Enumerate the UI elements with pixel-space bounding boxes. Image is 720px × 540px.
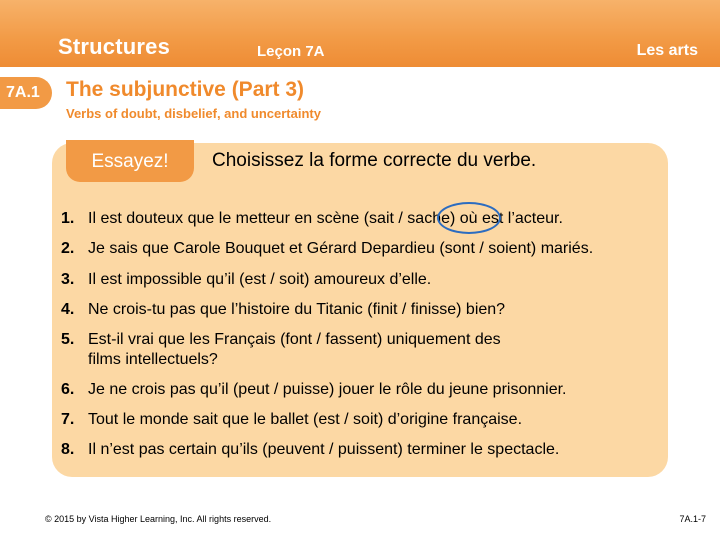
- item-number: 7.: [61, 411, 75, 428]
- topic-label: Les arts: [636, 42, 698, 59]
- section-number: 7A.1: [6, 84, 40, 101]
- item-text: Je sais que Carole Bouquet et Gérard Depardieu (sont / soient) mariés.: [88, 240, 594, 257]
- exercise-item: [61, 330, 666, 370]
- exercise-item: [61, 300, 666, 320]
- item-number: 2.: [61, 240, 75, 257]
- item-number: 6.: [61, 381, 75, 398]
- lesson-label: Leçon 7A: [257, 43, 325, 60]
- exercise-item: [61, 440, 666, 460]
- item-number: 8.: [61, 441, 75, 458]
- item-number: 5.: [61, 331, 75, 348]
- slide-number: 7A.1-7: [679, 514, 706, 524]
- section-subtitle: Verbs of doubt, disbelief, and uncertainty: [66, 106, 321, 121]
- exercise-item: [61, 380, 666, 400]
- exercise-item: [61, 209, 666, 229]
- item-number: 4.: [61, 301, 75, 318]
- exercise-item: [61, 239, 666, 259]
- item-number: 3.: [61, 271, 75, 288]
- essayez-tab: Essayez!: [66, 140, 194, 182]
- section-title: The subjunctive (Part 3): [66, 78, 305, 101]
- chapter-title: Structures: [58, 34, 171, 59]
- item-text: Est-il vrai que les Français (font / fassent) uniquement des: [88, 331, 501, 348]
- exercise-instruction: Choisissez la forme correcte du verbe.: [212, 150, 537, 171]
- item-text: Il n’est pas certain qu’ils (peuvent / puissent) terminer le spectacle.: [88, 441, 560, 458]
- item-text: Tout le monde sait que le ballet (est / soit) d’origine française.: [88, 411, 523, 428]
- item-text: Il est impossible qu’il (est / soit) amoureux d’elle.: [88, 271, 432, 288]
- item-text-continued: films intellectuels?: [88, 351, 218, 368]
- item-number: 1.: [61, 210, 75, 227]
- exercise-item: [61, 410, 666, 430]
- answer-circle: [437, 202, 501, 234]
- header-banner: [0, 0, 720, 67]
- item-text: Il est douteux que le metteur en scène (sait / sache) où est l’acteur.: [88, 210, 563, 227]
- item-text: Je ne crois pas qu’il (peut / puisse) jouer le rôle du jeune prisonnier.: [88, 381, 567, 398]
- exercise-item: [61, 270, 666, 290]
- copyright-notice: © 2015 by Vista Higher Learning, Inc. All rights reserved.: [45, 514, 272, 524]
- section-number-tab: [0, 77, 52, 109]
- item-text: Ne crois-tu pas que l’histoire du Titanic (finit / finisse) bien?: [88, 301, 506, 318]
